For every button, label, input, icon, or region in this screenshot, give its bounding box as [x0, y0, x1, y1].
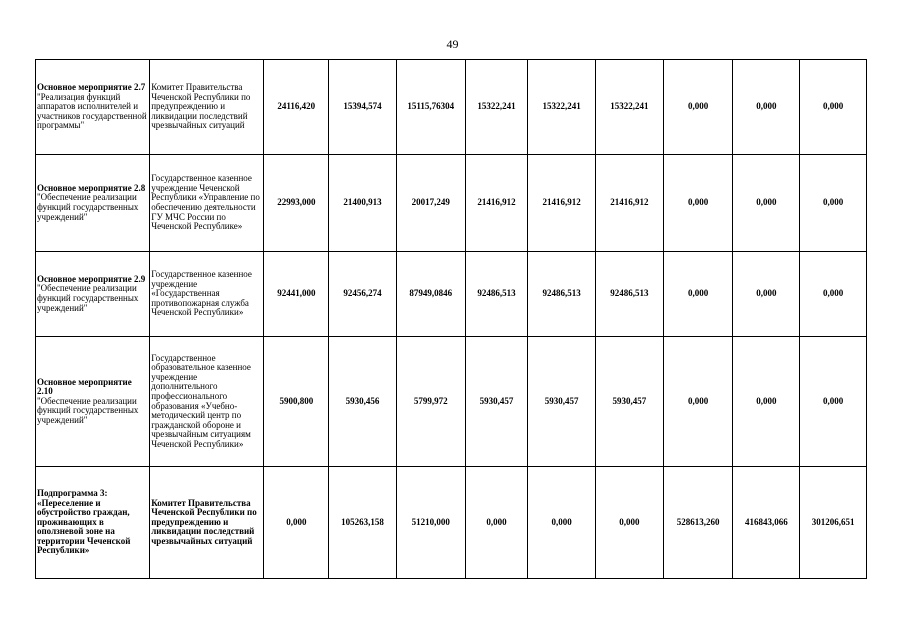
value-cell: 416843,066	[733, 467, 800, 579]
executor-cell: Государственное казенное учреждение Чеченской Республики «Управление по обеспечению деятельности ГУ МЧС России по Чеченской Республике»	[150, 155, 264, 252]
value-cell: 87949,0846	[396, 252, 465, 337]
value-cell: 0,000	[800, 252, 867, 337]
value-cell: 105263,158	[329, 467, 397, 579]
value-cell: 0,000	[733, 337, 800, 467]
table-row	[36, 252, 867, 337]
activity-title: Подпрограмма 3: «Переселение и обустройство граждан, проживающих в оползневой зоне на территории Чеченской Республики»	[37, 487, 131, 556]
activity-name-cell	[36, 467, 150, 579]
value-cell: 0,000	[663, 60, 733, 155]
value-cell: 92486,513	[465, 252, 528, 337]
table-row	[36, 60, 867, 155]
value-cell: 0,000	[733, 252, 800, 337]
value-cell: 0,000	[733, 60, 800, 155]
value-cell: 5799,972	[396, 337, 465, 467]
table-row	[36, 155, 867, 252]
activity-title: Основное мероприятие 2.8	[37, 182, 146, 193]
page-number: 49	[446, 37, 459, 51]
value-cell: 528613,260	[663, 467, 733, 579]
value-cell: 20017,249	[396, 155, 465, 252]
value-cell: 5900,800	[264, 337, 329, 467]
executor-cell: Государственное образовательное казенное учреждение дополнительного профессионального образования «Учебно-методический центр по гражданской обороне и чрезвычайным ситуациям Чеченской Республики»	[150, 337, 264, 467]
activity-description: "Обеспечение реализации функций государственных учреждений"	[37, 283, 139, 313]
value-cell: 51210,000	[396, 467, 465, 579]
value-cell: 0,000	[663, 337, 733, 467]
value-cell: 22993,000	[264, 155, 329, 252]
activity-name-cell	[36, 337, 150, 467]
value-cell: 15115,76304	[396, 60, 465, 155]
value-cell: 21416,912	[596, 155, 664, 252]
activity-name-cell	[36, 155, 150, 252]
value-cell: 21400,913	[329, 155, 397, 252]
value-cell: 0,000	[596, 467, 664, 579]
executor-cell: Комитет Правительства Чеченской Республики по предупреждению и ликвидации последствий чрезвычайных ситуаций	[150, 60, 264, 155]
value-cell: 0,000	[528, 467, 596, 579]
value-cell: 0,000	[663, 155, 733, 252]
activity-description: "Реализация функций аппаратов исполнителей и участников государственной программы"	[37, 91, 147, 131]
activity-title: Основное мероприятие 2.7	[37, 82, 146, 93]
value-cell: 92456,274	[329, 252, 397, 337]
value-cell: 15394,574	[329, 60, 397, 155]
value-cell: 0,000	[663, 252, 733, 337]
value-cell: 0,000	[800, 60, 867, 155]
value-cell: 15322,241	[528, 60, 596, 155]
value-cell: 5930,457	[465, 337, 528, 467]
activity-description: "Обеспечение реализации функций государственных учреждений"	[37, 192, 139, 222]
activity-title: Основное мероприятие 2.9	[37, 273, 146, 284]
program-funding-table	[35, 59, 867, 579]
value-cell: 0,000	[264, 467, 329, 579]
value-cell: 15322,241	[596, 60, 664, 155]
activity-name-cell	[36, 60, 150, 155]
activity-name-cell	[36, 252, 150, 337]
executor-cell: Комитет Правительства Чеченской Республики по предупреждению и ликвидации последствий чрезвычайных ситуаций	[150, 467, 264, 579]
value-cell: 21416,912	[465, 155, 528, 252]
value-cell: 92441,000	[264, 252, 329, 337]
value-cell: 0,000	[800, 155, 867, 252]
value-cell: 5930,457	[528, 337, 596, 467]
value-cell: 0,000	[733, 155, 800, 252]
table-row	[36, 337, 867, 467]
value-cell: 21416,912	[528, 155, 596, 252]
value-cell: 92486,513	[596, 252, 664, 337]
value-cell: 92486,513	[528, 252, 596, 337]
value-cell: 301206,651	[800, 467, 867, 579]
table-row	[36, 467, 867, 579]
executor-cell: Государственное казенное учреждение «Государственная противопожарная служба Чеченской Республики»	[150, 252, 264, 337]
value-cell: 5930,457	[596, 337, 664, 467]
value-cell: 0,000	[465, 467, 528, 579]
value-cell: 24116,420	[264, 60, 329, 155]
value-cell: 15322,241	[465, 60, 528, 155]
value-cell: 5930,456	[329, 337, 397, 467]
activity-description: "Обеспечение реализации функций государственных учреждений"	[37, 395, 139, 425]
value-cell: 0,000	[800, 337, 867, 467]
activity-title: Основное мероприятие 2.10	[37, 376, 132, 397]
